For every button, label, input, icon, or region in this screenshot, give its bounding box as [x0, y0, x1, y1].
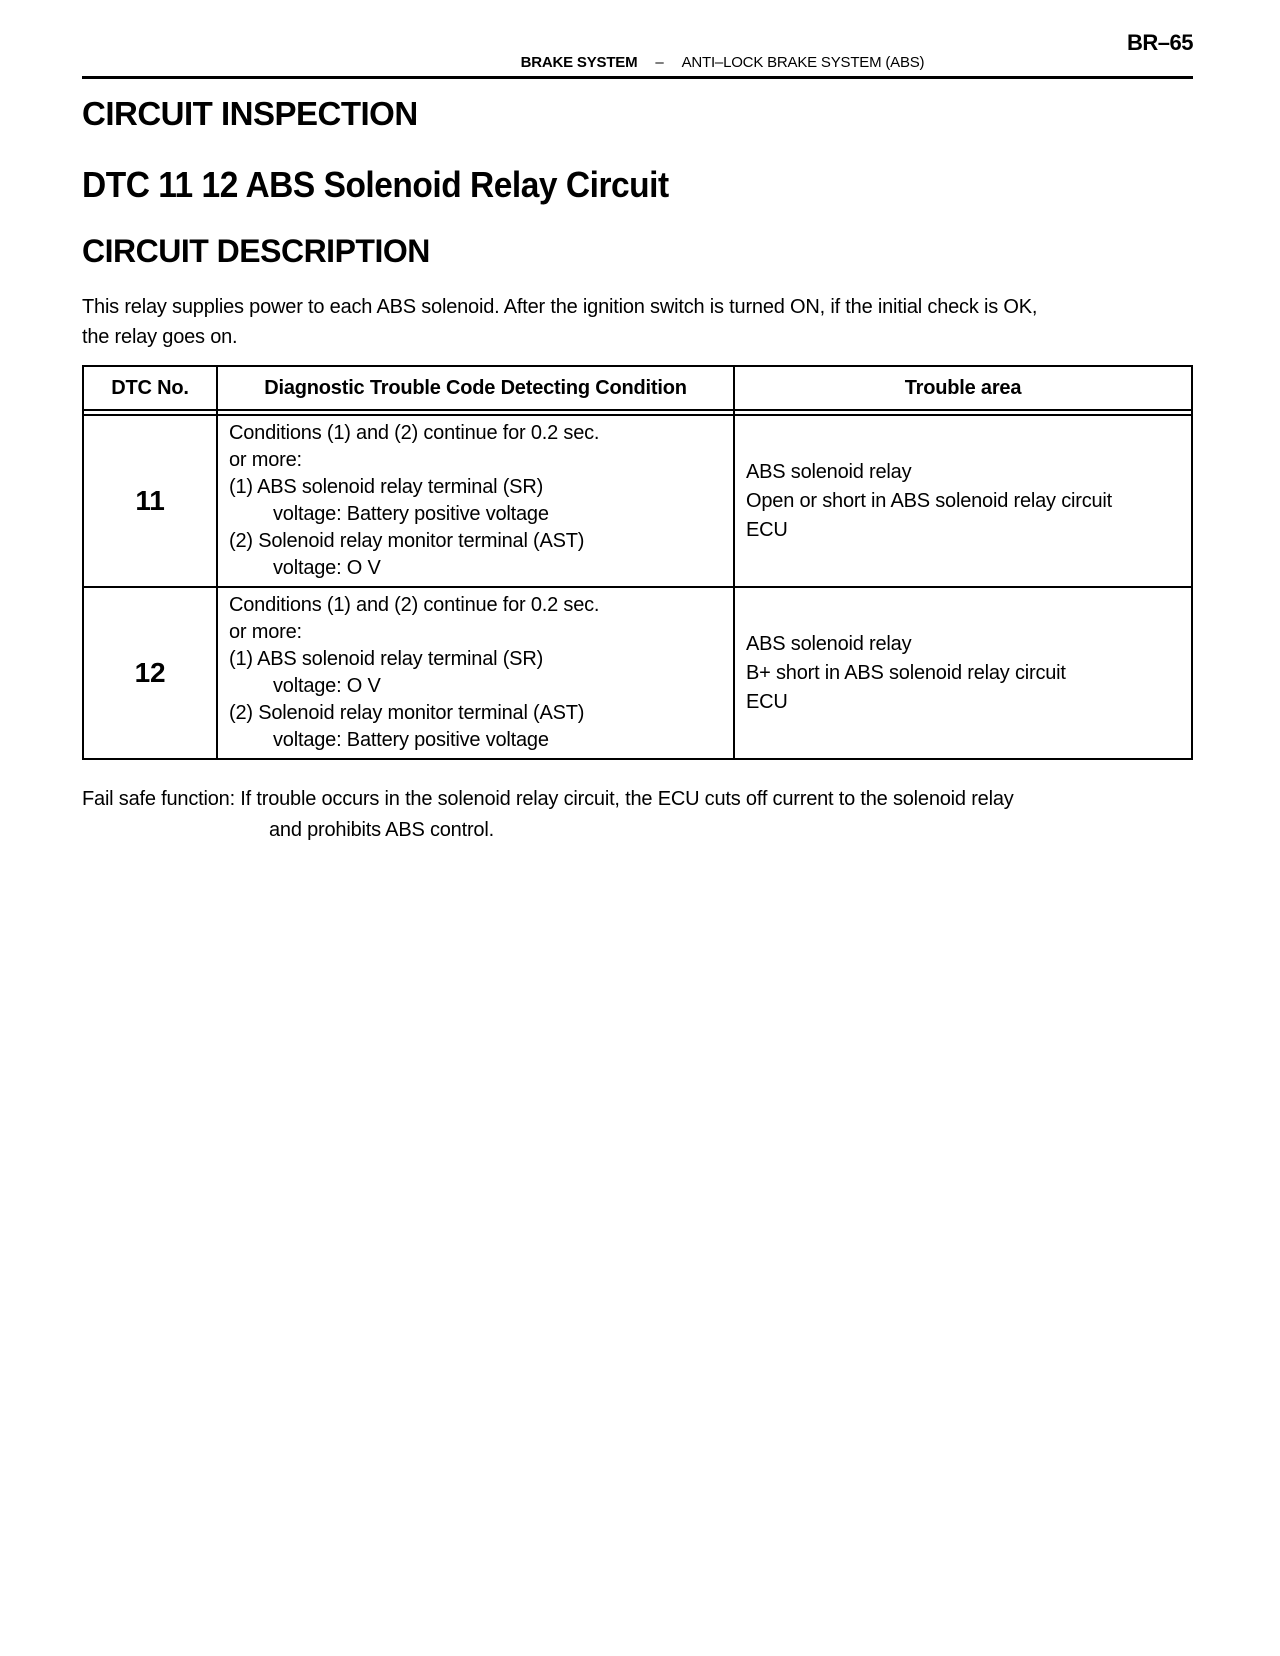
trouble-line: ABS solenoid relay — [746, 460, 912, 483]
condition-line: Conditions (1) and (2) continue for 0.2 sec. — [229, 594, 600, 616]
trouble-area-cell — [735, 588, 1191, 758]
header-detecting-condition: Diagnostic Trouble Code Detecting Condition — [218, 367, 735, 409]
trouble-line: B+ short in ABS solenoid relay circuit — [746, 661, 1066, 684]
condition-line: or more: — [229, 621, 302, 643]
header-trouble-area: Trouble area — [904, 376, 1022, 399]
fail-safe-line: and prohibits ABS control. — [269, 819, 494, 841]
detecting-condition-cell — [218, 588, 735, 758]
table-row-dtc-12 — [84, 588, 1191, 758]
circuit-description-heading: CIRCUIT DESCRIPTION — [82, 233, 430, 269]
trouble-line: ECU — [746, 518, 788, 541]
condition-line: (2) Solenoid relay monitor terminal (AST) — [229, 702, 585, 724]
condition-line: (2) Solenoid relay monitor terminal (AST) — [229, 530, 585, 552]
description-line: the relay goes on. — [82, 326, 238, 348]
condition-line: (1) ABS solenoid relay terminal (SR) — [229, 648, 544, 670]
fail-safe-note — [82, 784, 1014, 846]
trouble-line: ECU — [746, 690, 788, 713]
condition-line: Conditions (1) and (2) continue for 0.2 sec. — [229, 422, 600, 444]
dtc-number: 11 — [84, 416, 218, 586]
description-line: This relay supplies power to each ABS solenoid. After the ignition switch is turned ON, if the initial check is OK, — [82, 296, 1038, 318]
running-header-subsection: ANTI–LOCK BRAKE SYSTEM (ABS) — [681, 54, 925, 71]
condition-line: voltage: O V — [273, 557, 381, 579]
condition-line: voltage: O V — [273, 675, 381, 697]
detecting-condition-cell — [218, 416, 735, 586]
condition-line: voltage: Battery positive voltage — [273, 729, 549, 751]
table-row-dtc-11 — [84, 416, 1191, 588]
running-header-separator: – — [655, 54, 664, 71]
trouble-line: Open or short in ABS solenoid relay circuit — [746, 489, 1113, 512]
dtc-table-header-row — [84, 367, 1191, 411]
trouble-area-cell — [735, 416, 1191, 586]
circuit-description-paragraph — [82, 292, 1202, 352]
dtc-number: 12 — [84, 588, 218, 758]
circuit-inspection-heading: CIRCUIT INSPECTION — [82, 95, 418, 132]
header-rule — [82, 76, 1193, 79]
dtc-table — [82, 365, 1193, 760]
trouble-line: ABS solenoid relay — [746, 632, 912, 655]
dtc-title-heading: DTC 11 12 ABS Solenoid Relay Circuit — [82, 164, 669, 205]
condition-line: (1) ABS solenoid relay terminal (SR) — [229, 476, 544, 498]
running-header — [82, 54, 1193, 71]
condition-line: or more: — [229, 449, 302, 471]
running-header-section: BRAKE SYSTEM — [520, 54, 638, 71]
page-number: BR–65 — [1127, 30, 1193, 55]
condition-line: voltage: Battery positive voltage — [273, 503, 549, 525]
header-dtc-no: DTC No. — [84, 367, 218, 409]
fail-safe-line: Fail safe function: If trouble occurs in the solenoid relay circuit, the ECU cuts off current to the solenoid relay — [82, 788, 1014, 810]
